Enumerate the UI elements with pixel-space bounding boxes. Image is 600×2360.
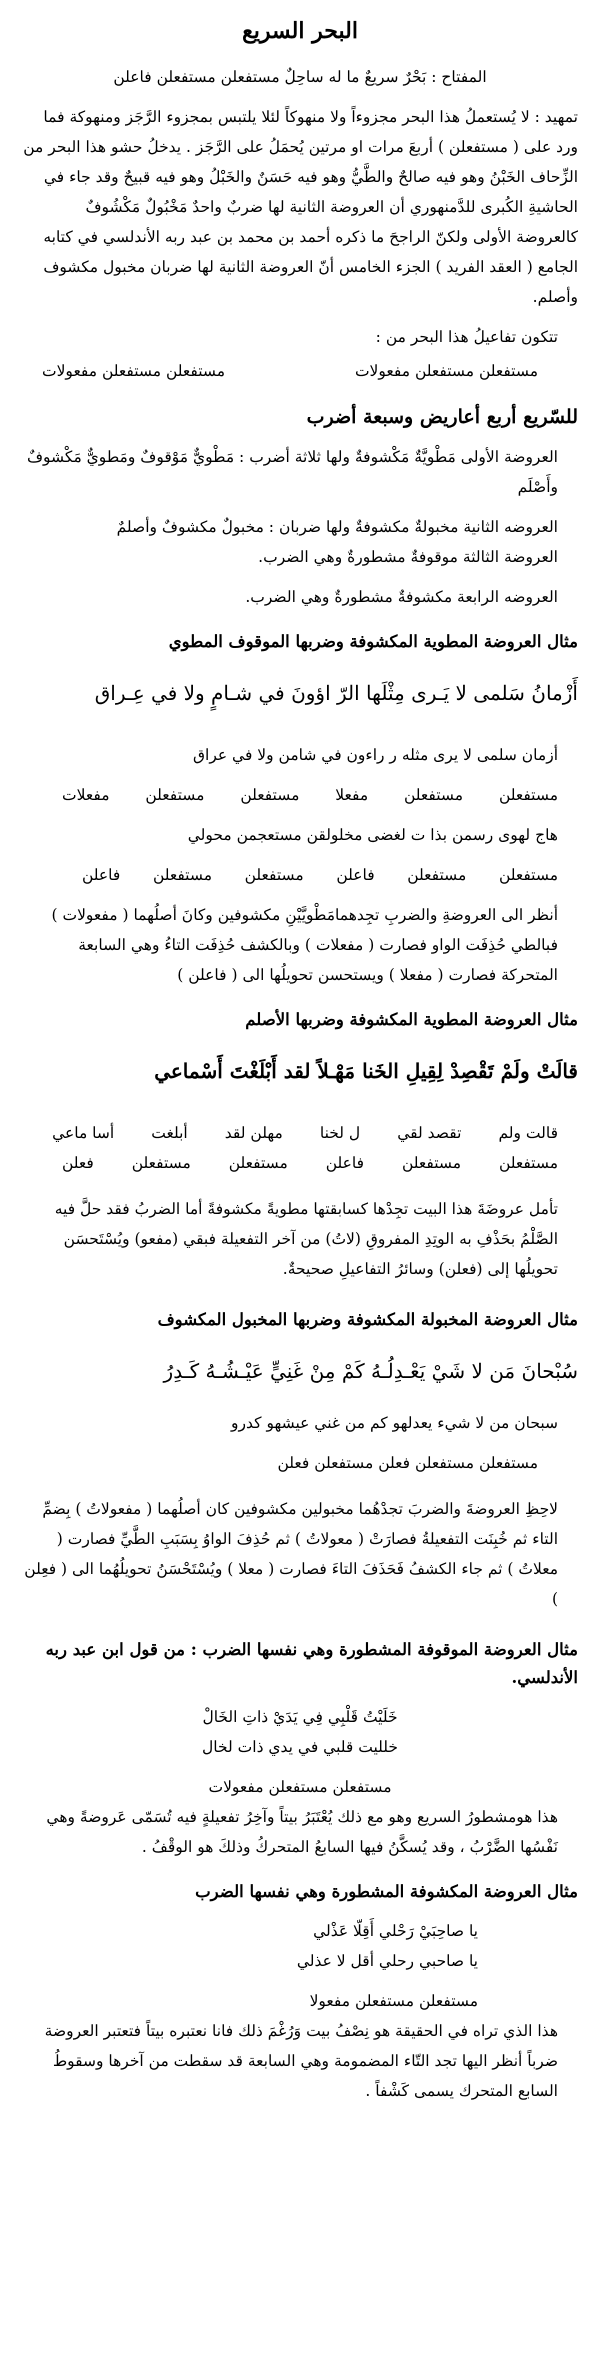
scansion-foot: مفعلا — [335, 786, 369, 804]
scansion-foot: فاعلن — [336, 866, 375, 884]
scansion-foot: مستفعلن — [404, 786, 464, 804]
example-verse: يا صاحِبَيْ رَحْلي أَقِلّا عَذْلي — [313, 1922, 478, 1940]
scansion-row — [22, 780, 578, 810]
writing-segment: مهلن لقد — [224, 1124, 283, 1142]
example-verse: قالَتْ ولَمْ تَقْصِدْ لِقِيلِ الخَنا مَهْـلاً لقد أَبْلَغْتَ أَسْماعي — [154, 1059, 578, 1083]
scansion-row — [22, 1148, 578, 1178]
writing-segment: تقصد لقي — [397, 1124, 462, 1142]
scansion-line: مستفعلن مستفعلن مفعولات — [208, 1778, 392, 1796]
example-note: لاحِظِ العروضةَ والضربَ تجدْهُما مخبولين مكشوفين كان أصلُهما ( مفعولاتُ ) بِضمِّ التاء ثم خُبِنَت التفعيلةُ فصارَتْ ( معولاتُ ) ثم حُذِفَ الواوُ بِسَبَبِ الطَّيِّ فصارت ( معلاتُ ) ثم جاء الكشفُ فَحَذَفَ التاءَ فصارت ( معلا ) ويُسْتَحْسَنُ تحويلُهُما الى ( فعِلن ) — [24, 1500, 558, 1608]
intro-paragraph: تمهيد : لا يُستعملُ هذا البحر مجزوءاً ولا منهوكاً لئلا يلتبس بمجزوء الرَّجَز ومنهوكة فما ورد على ( مستفعلن ) أربعَ مرات او مرتين يُحمَلُ على الرَّجَز . يدخلُ حشو هذا البحر من الزِّحاف الخَبْنُ وهو فيه صالحٌ والطَّيُّ وهو فيه حَسَنٌ والخَبْلُ وهو فيه قبيحٌ وقد جاء في الحاشيةِ الكُبرى للدَّمنهوري أن العروضة الثانية لها ضربٌ واحدٌ مَخْبُولٌ مَكْشُوفٌ كالعروضة الأولى ولكنّ الراجحَ ما ذكره أحمد بن محمد بن عبد ربه الأندلسي في كتابه الجامع ( العقد الفريد ) الجزء الخامس أنّ العروضة الثانية لها ضربان مخبول مكشوف وأصلم. — [23, 108, 578, 306]
scansion-foot: مستفعلن — [228, 1154, 288, 1172]
prosodic-writing: أزمان سلمى لا يرى مثله ر راءون في شامن ولا في عراق — [192, 746, 558, 764]
second-verse-writing: هاج لهوى رسمن بذا ت لغضى مخلولقن مستعجمن محولي — [187, 826, 558, 844]
arud-section-heading: للسّريع أربع أعاريض وسبعة أضرب — [306, 406, 578, 428]
tafaeel-first-hemistich: مستفعلن مستفعلن مفعولات — [354, 362, 538, 380]
meter-key: المفتاح : بَحْرٌ سريعٌ ما له ساحِلٌ مستفعلن مستفعلن فاعلن — [113, 68, 487, 86]
scansion-line: مستفعلن مستفعلن مفعولا — [309, 1992, 478, 2010]
scansion-foot: فاعلن — [82, 866, 121, 884]
example-heading: مثال العروضة المخبولة المكشوفة وضربها المخبول المكشوف — [157, 1310, 578, 1329]
example-heading: مثال العروضة المطوية المكشوفة وضربها الأصلم — [245, 1010, 578, 1029]
writing-segment: قالت ولم — [498, 1124, 558, 1142]
prosodic-writing: خلليت قلبي في يدي ذات لخال — [202, 1738, 398, 1756]
scansion-foot: مستفعلن — [145, 786, 205, 804]
example-note: أنظر الى العروضةِ والضربِ تجِدهمامَطْويَّيْنِ مكشوفين وكانَ أصلُهما ( مفعولات ) فبالطي حُذِفَت الواو فصارت ( مفعلات ) وبالكشف حُذِفَت التاءُ وهي السابعة المتحركة فصارت ( مفعلا ) ويستحسن تحويلُها الى ( فاعلن ) — [51, 906, 558, 984]
scansion-foot: مستفعلن — [152, 866, 212, 884]
arud-item: العروضه الرابعة مكشوفةٌ مشطورةٌ وهي الضرب. — [245, 588, 558, 606]
scansion-row — [22, 860, 578, 890]
tafaeel-second-hemistich: مستفعلن مستفعلن مفعولات — [42, 362, 226, 380]
tafaeel-intro: تتكون تفاعيلُ هذا البحر من : — [375, 328, 558, 346]
prosodic-writing: يا صاحبي رحلي أقل لا عذلي — [296, 1952, 478, 1970]
prosodic-writing-row — [22, 1118, 578, 1148]
scansion-foot: مستفعلن — [131, 1154, 191, 1172]
tafaeel-row — [22, 352, 578, 386]
writing-segment: أسا ماعي — [52, 1124, 115, 1142]
scansion-foot: مفعلات — [62, 786, 110, 804]
scansion-foot: مستفعلن — [407, 866, 467, 884]
scansion-foot: مستفعلن — [240, 786, 300, 804]
example-note: تأمل عروضَةَ هذا البيت تجِدْها كسابقتها مطويةً مكشوفةً أما الضربُ فقد حلَّ فيه الصَّلْمُ بحَذْفِ به الوتِدِ المفروقِ (لاتُ) من آخر التفعيلة فبقي (مفعو) ويُسْتَحسَن تحويلُها إلى (فعلن) وسائرُ التفاعيلِ صحيحةٌ. — [54, 1200, 558, 1278]
arud-item: العروضه الثانية مخبولةٌ مكشوفةٌ ولها ضربان : مخبولٌ مكشوفٌ وأصلمٌ — [116, 518, 558, 536]
example-note: هذا هومشطورُ السريع وهو مع ذلك يُعْتَبَرُ بيتاً وآخِرُ تفعيلةٍ فيه تُسَمّى عَروضةً وهي نَفْسُها الضَّرْبُ ، وقد يُسكَّنُ فيها السابعُ المتحركُ وذلكَ هو الوقْفُ . — [46, 1808, 558, 1856]
writing-segment: ل لخنا — [319, 1124, 361, 1142]
example-heading: مثال العروضة المطوية المكشوفة وضربها الموقوف المطوي — [168, 632, 578, 651]
example-heading: مثال العروضة المكشوفة المشطورة وهي نفسها الضرب — [195, 1882, 578, 1901]
example-heading: مثال العروضة الموقوفة المشطورة وهي نفسها الضرب : من قول ابن عبد ربه الأندلسي. — [45, 1640, 578, 1687]
example-verse: خَلَيْتُ قَلْبِي فِي يَدَيْ ذاتِ الخَالْ — [202, 1708, 398, 1726]
arud-item: العروضة الثالثة موقوفةٌ مشطورةٌ وهي الضرب. — [258, 548, 558, 566]
scansion-line: مستفعلن مستفعلن فعلن مستفعلن فعلن — [277, 1454, 538, 1472]
scansion-foot: فاعلن — [325, 1154, 365, 1172]
scansion-foot: مستفعلن — [498, 1154, 558, 1172]
prosodic-writing: سبحان من لا شيء يعدلهو كم من غني عيشهو كدرو — [231, 1414, 558, 1432]
page-title: البحر السريع — [242, 18, 358, 44]
arud-item: العروضة الأولى مَطْويَّةٌ مَكْشوفةٌ ولها ثلاثة أضرب : مَطْويٌّ مَوْقوفٌ ومَطويٌّ مَكْشوفٌ وأَصْلَم — [26, 448, 558, 496]
scansion-foot: مستفعلن — [401, 1154, 462, 1172]
example-note: هذا الذي تراه في الحقيقة هو نِصْفُ بيت وَرُغْمَ ذلك فانا نعتبره بيتاً فتعتبر العروضة ضرباً أنظر اليها تجد التّاء المضمومة وهي السابعة قد سقطت من آخرها وسقوطُ السابع المتحرك يسمى كَشْفاً . — [44, 2022, 558, 2100]
scansion-foot: مستفعلن — [244, 866, 304, 884]
writing-segment: أبلغت — [151, 1124, 188, 1142]
example-verse: سُبْحانَ مَن لا شَيْ يَعْـدِلُـهُ كَمْ مِنْ غَنِيٍّ عَيْـشُـهُ كَـدِرُ — [163, 1359, 578, 1383]
scansion-foot: مستفعلن — [498, 786, 558, 804]
example-verse: أَزْمانُ سَلمى لا يَـرى مِثْلَها الرّ اؤونَ في شـامٍ ولا في عِـراق — [94, 681, 578, 705]
scansion-foot: مستفعلن — [498, 866, 558, 884]
scansion-foot: فعلن — [62, 1154, 94, 1172]
